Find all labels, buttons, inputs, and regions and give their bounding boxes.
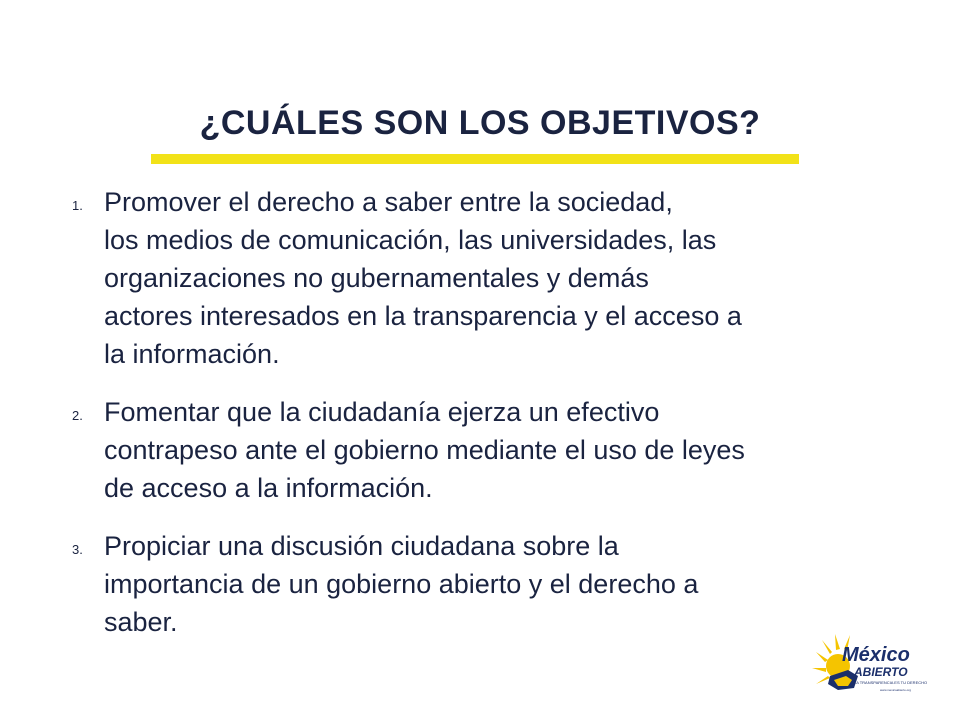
item-line: actores interesados en la transparencia y el acceso a <box>104 301 742 331</box>
item-line: Promover el derecho a saber entre la sociedad, <box>104 187 673 217</box>
item-line: saber. <box>104 607 178 637</box>
mexico-abierto-logo <box>808 630 928 702</box>
logo-word-mexico: México <box>842 644 910 666</box>
item-line: Propiciar una discusión ciudadana sobre la <box>104 531 619 561</box>
logo-url: www.mexicoabierto.org <box>880 688 912 692</box>
item-line: contrapeso ante el gobierno mediante el uso de leyes <box>104 435 745 465</box>
slide-title: ¿CUÁLES SON LOS OBJETIVOS? <box>199 104 761 142</box>
item-line: los medios de comunicación, las universidades, las <box>104 225 717 255</box>
item-number: 3. <box>72 542 83 557</box>
item-line: de acceso a la información. <box>104 473 433 503</box>
item-number: 2. <box>72 408 83 423</box>
logo-tagline: LA TRANSPARENCIA ES TU DERECHO <box>854 680 928 685</box>
item-line: organizaciones no gubernamentales y demás <box>104 263 649 293</box>
item-number: 1. <box>72 198 83 213</box>
item-line: importancia de un gobierno abierto y el derecho a <box>104 569 699 599</box>
item-line: Fomentar que la ciudadanía ejerza un efectivo <box>104 397 660 427</box>
item-line: la información. <box>104 339 280 369</box>
logo-word-abierto: ABIERTO <box>854 665 908 679</box>
